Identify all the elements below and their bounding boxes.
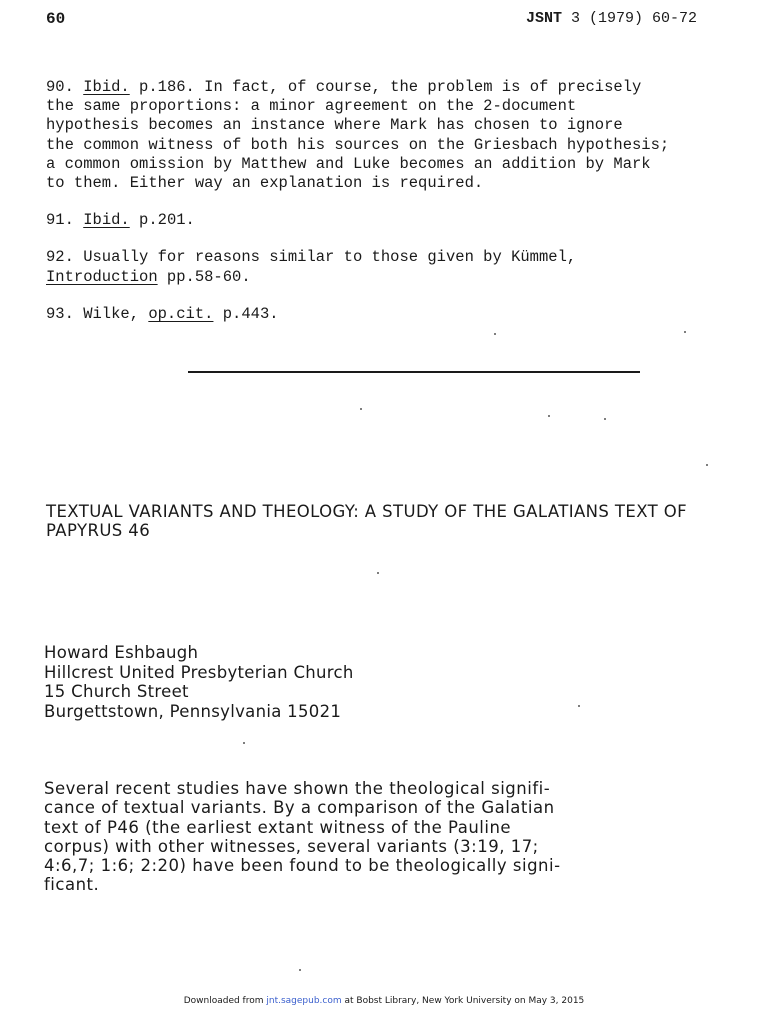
title-line: PAPYRUS 46 — [46, 521, 151, 540]
endnote-line — [46, 78, 746, 97]
endnote-text: a common omission by Matthew and Luke becomes an addition by Mark — [46, 154, 651, 173]
author-name: Howard Eshbaugh — [44, 643, 199, 662]
scan-speck — [604, 418, 606, 420]
scan-speck — [706, 464, 708, 466]
abstract-line: text of P46 (the earliest extant witness of the Pauline — [44, 817, 512, 837]
scan-speck — [299, 969, 301, 971]
footer-suffix: at Bobst Library, New York University on May 3, 2015 — [341, 996, 585, 1006]
footer-prefix: Downloaded from — [183, 996, 267, 1006]
scan-speck — [377, 572, 379, 574]
endnote-text: 93. Wilke, — [46, 304, 149, 323]
endnotes — [46, 78, 746, 342]
endnote-line — [46, 248, 746, 267]
author-affiliation: Hillcrest United Presbyterian Church — [44, 662, 354, 682]
endnote-text: the same proportions: a minor agreement on the 2-document — [46, 97, 577, 116]
endnote-line — [46, 155, 746, 174]
endnote — [46, 248, 746, 286]
abstract-line: corpus) with other witnesses, several variants (3:19, 17; — [44, 836, 539, 856]
abstract — [44, 779, 561, 895]
endnote-reference: Ibid. — [83, 78, 130, 96]
endnote-text: p.186. In fact, of course, the problem is of precisely — [129, 78, 642, 96]
endnote-line — [46, 211, 746, 230]
section-divider — [188, 371, 640, 373]
endnote — [46, 211, 746, 230]
endnote-text: pp.58-60. — [157, 267, 251, 286]
endnote-text: the common witness of both his sources on the Griesbach hypothesis; — [46, 135, 670, 154]
endnote-text: 90. — [46, 78, 84, 96]
abstract-line: cance of textual variants. By a comparison of the Galatian — [44, 798, 555, 818]
author-street: 15 Church Street — [44, 682, 189, 701]
endnote-text: to them. Either way an explanation is required. — [46, 174, 484, 193]
running-header — [526, 10, 697, 27]
journal-name: JSNT — [526, 10, 563, 27]
scan-speck — [360, 408, 362, 410]
footer-link[interactable]: jnt.sagepub.com — [266, 996, 342, 1006]
article-title — [46, 502, 736, 540]
author-block — [44, 643, 354, 721]
abstract-line: Several recent studies have shown the theological signifi- — [44, 779, 551, 798]
scan-speck — [494, 333, 496, 335]
abstract-line: ficant. — [44, 875, 100, 895]
scan-speck — [578, 705, 580, 707]
endnote-line — [46, 174, 746, 193]
endnote-text: hypothesis becomes an instance where Mark has chosen to ignore — [46, 116, 623, 135]
scan-speck — [243, 742, 245, 744]
endnote-text: 92. Usually for reasons similar to those given by Kümmel, — [46, 248, 577, 267]
endnote-line — [46, 116, 746, 135]
endnote — [46, 78, 746, 193]
endnote-line — [46, 136, 746, 155]
endnote-text: p.201. — [129, 211, 195, 230]
endnote-text: p.443. — [213, 304, 279, 323]
endnote-reference: Introduction — [46, 267, 158, 286]
endnote-text: 91. — [46, 211, 84, 230]
endnote-line — [46, 305, 746, 324]
title-line: TEXTUAL VARIANTS AND THEOLOGY: A STUDY OF THE GALATIANS TEXT OF — [46, 502, 688, 521]
journal-issue: 3 (1979) 60-72 — [571, 10, 698, 27]
endnote-reference: op.cit. — [148, 304, 214, 323]
page-number: 60 — [46, 10, 66, 28]
endnote-line — [46, 268, 746, 287]
scan-speck — [548, 415, 550, 417]
author-city: Burgettstown, Pennsylvania 15021 — [44, 701, 342, 721]
endnote — [46, 305, 746, 324]
scan-speck — [684, 331, 686, 333]
endnote-reference: Ibid. — [83, 211, 130, 230]
abstract-line: 4:6,7; 1:6; 2:20) have been found to be theologically signi- — [44, 856, 561, 876]
download-footer — [0, 996, 768, 1006]
endnote-line — [46, 97, 746, 116]
